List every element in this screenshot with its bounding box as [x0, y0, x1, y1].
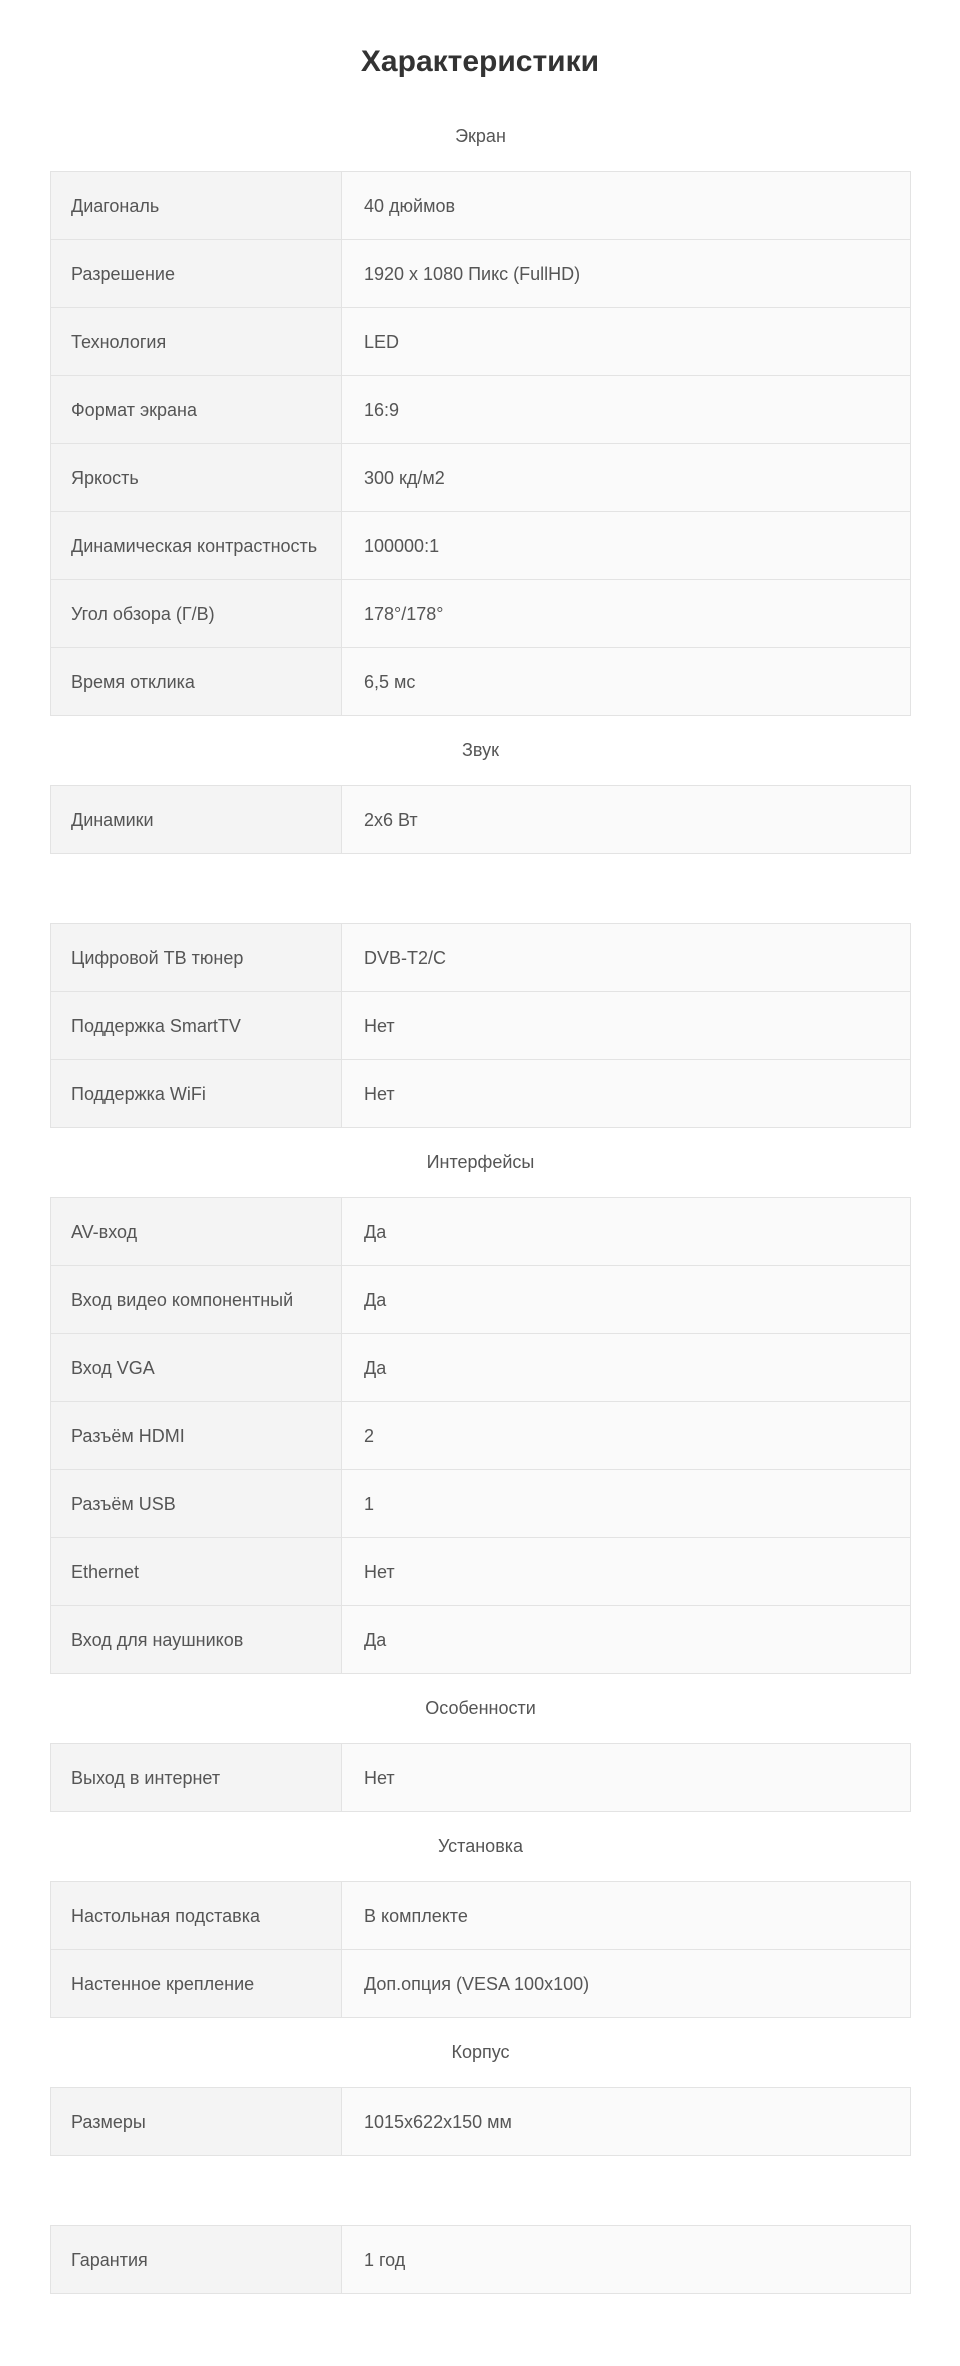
section-features	[50, 1674, 911, 1812]
section-screen	[50, 102, 911, 716]
spec-name: Выход в интернет	[51, 1744, 342, 1812]
table-row	[51, 308, 911, 376]
spec-table-body	[50, 2087, 911, 2156]
spec-table-warranty	[50, 2225, 911, 2294]
spec-value: Доп.опция (VESA 100x100)	[342, 1950, 911, 2018]
table-row	[51, 1402, 911, 1470]
section-tv-features	[50, 854, 911, 1128]
spec-value: 1 год	[342, 2226, 911, 2294]
spec-table-mounting	[50, 1881, 911, 2018]
spec-value: 300 кд/м2	[342, 444, 911, 512]
spec-value: 6,5 мс	[342, 648, 911, 716]
table-row	[51, 1198, 911, 1266]
spec-table-tv-features	[50, 923, 911, 1128]
spec-value: 2	[342, 1402, 911, 1470]
table-row	[51, 240, 911, 308]
spec-name: Настольная подставка	[51, 1882, 342, 1950]
spec-table-screen	[50, 171, 911, 716]
spec-value: Нет	[342, 1060, 911, 1128]
spec-name: Вход видео компонентный	[51, 1266, 342, 1334]
spec-name: Гарантия	[51, 2226, 342, 2294]
table-row	[51, 992, 911, 1060]
spec-name: Угол обзора (Г/В)	[51, 580, 342, 648]
spec-value: Да	[342, 1266, 911, 1334]
spec-name: Разъём USB	[51, 1470, 342, 1538]
table-row	[51, 648, 911, 716]
spec-name: Вход для наушников	[51, 1606, 342, 1674]
spec-value: 178°/178°	[342, 580, 911, 648]
table-row	[51, 1470, 911, 1538]
table-row	[51, 1538, 911, 1606]
spec-value: Нет	[342, 1744, 911, 1812]
section-title: Экран	[455, 126, 506, 146]
section-sound	[50, 716, 911, 854]
table-row	[51, 1060, 911, 1128]
table-row	[51, 1266, 911, 1334]
table-row	[51, 1950, 911, 2018]
section-interfaces	[50, 1128, 911, 1674]
spec-name: Динамики	[51, 786, 342, 854]
spec-value: DVB-T2/C	[342, 924, 911, 992]
spec-name: Настенное крепление	[51, 1950, 342, 2018]
spec-value: LED	[342, 308, 911, 376]
spec-name: Ethernet	[51, 1538, 342, 1606]
spec-value: 40 дюймов	[342, 172, 911, 240]
section-title: Интерфейсы	[426, 1152, 535, 1172]
table-row	[51, 444, 911, 512]
section-title	[50, 2156, 911, 2225]
spec-table-sound	[50, 785, 911, 854]
spec-value: В комплекте	[342, 1882, 911, 1950]
spec-name: Разъём HDMI	[51, 1402, 342, 1470]
spec-value: Нет	[342, 992, 911, 1060]
spec-table-features	[50, 1743, 911, 1812]
spec-value: 100000:1	[342, 512, 911, 580]
spec-value: Нет	[342, 1538, 911, 1606]
spec-value: 1015x622x150 мм	[342, 2088, 911, 2156]
section-title: Корпус	[451, 2042, 510, 2062]
table-row	[51, 924, 911, 992]
table-row	[51, 376, 911, 444]
table-row	[51, 1334, 911, 1402]
table-row	[51, 1744, 911, 1812]
section-body	[50, 2018, 911, 2156]
table-row	[51, 786, 911, 854]
spec-name: Вход VGA	[51, 1334, 342, 1402]
spec-value: 16:9	[342, 376, 911, 444]
spec-value: Да	[342, 1334, 911, 1402]
table-row	[51, 1606, 911, 1674]
spec-name: Яркость	[51, 444, 342, 512]
spec-name: AV-вход	[51, 1198, 342, 1266]
spec-name: Время отклика	[51, 648, 342, 716]
section-title: Звук	[462, 740, 499, 760]
section-title	[50, 854, 911, 923]
spec-table-interfaces	[50, 1197, 911, 1674]
spec-name: Разрешение	[51, 240, 342, 308]
spec-value: 1920 x 1080 Пикс (FullHD)	[342, 240, 911, 308]
section-title: Особенности	[425, 1698, 536, 1718]
table-row	[51, 512, 911, 580]
table-row	[51, 172, 911, 240]
spec-name: Формат экрана	[51, 376, 342, 444]
table-row	[51, 2226, 911, 2294]
spec-name: Размеры	[51, 2088, 342, 2156]
spec-name: Цифровой ТВ тюнер	[51, 924, 342, 992]
table-row	[51, 1882, 911, 1950]
spec-name: Поддержка SmartTV	[51, 992, 342, 1060]
table-row	[51, 580, 911, 648]
table-row	[51, 2088, 911, 2156]
spec-value: Да	[342, 1198, 911, 1266]
section-title: Установка	[437, 1836, 524, 1856]
spec-value: 2x6 Вт	[342, 786, 911, 854]
page-title: Характеристики	[360, 45, 600, 78]
spec-name: Технология	[51, 308, 342, 376]
spec-sections	[0, 102, 960, 2294]
section-mounting	[50, 1812, 911, 2018]
spec-name: Динамическая контрастность	[51, 512, 342, 580]
spec-name: Диагональ	[51, 172, 342, 240]
spec-value: Да	[342, 1606, 911, 1674]
spec-name: Поддержка WiFi	[51, 1060, 342, 1128]
spec-value: 1	[342, 1470, 911, 1538]
section-warranty	[50, 2156, 911, 2294]
